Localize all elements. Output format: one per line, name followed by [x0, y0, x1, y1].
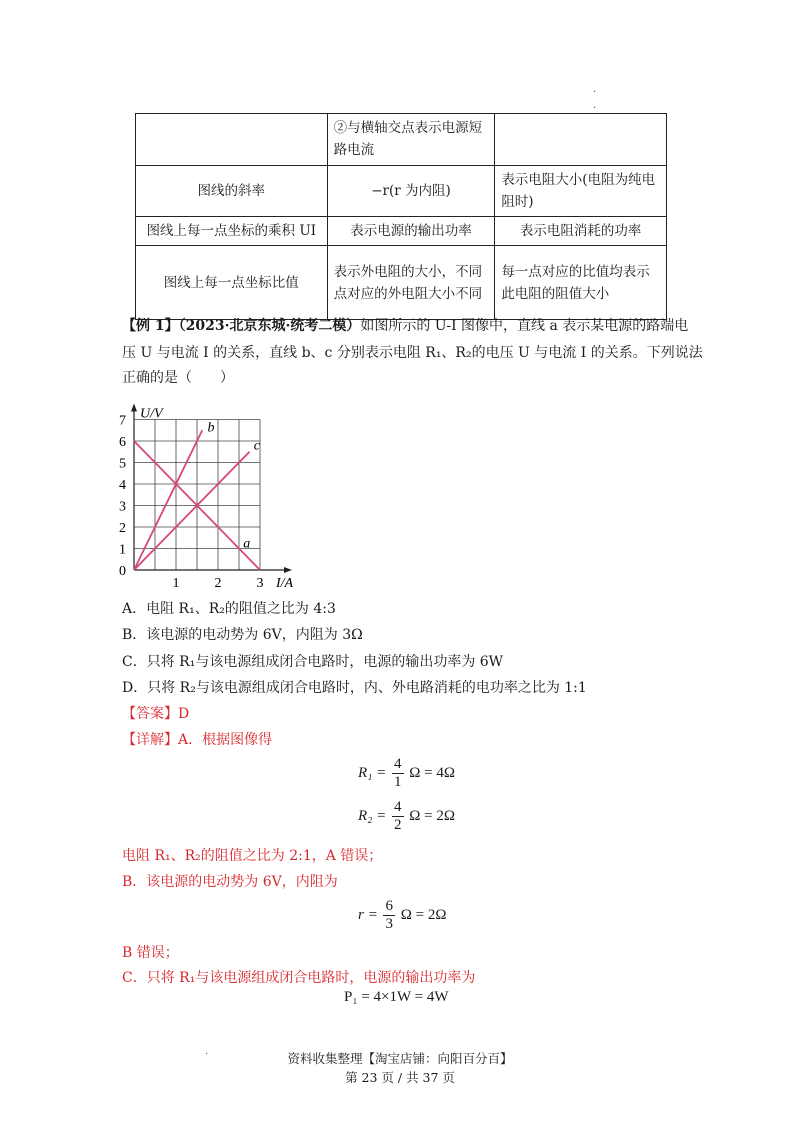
option-b: B．该电源的电动势为 6V，内阻为 3Ω	[122, 627, 363, 643]
y-tick-label: 7	[119, 413, 126, 429]
option-a: A．电阻 R₁、R₂的阻值之比为 4:3	[122, 601, 336, 617]
page-mark-dot: .	[593, 100, 597, 111]
y-tick-label: 6	[119, 435, 126, 450]
y-tick-label: 3	[119, 499, 126, 515]
option-d: D．只将 R₂与该电源组成闭合电路时，内、外电路消耗的电功率之比为 1:1	[122, 680, 587, 696]
fraction-denominator: 3	[385, 916, 393, 932]
example-text: 如图所示的 U-I 图像中，直线 a 表示某电源的路端电	[360, 318, 689, 334]
table-cell: 图线上每一点坐标比值	[136, 246, 328, 320]
fraction-numerator: 6	[385, 898, 393, 914]
y-axis-label: U/V	[140, 406, 163, 422]
table-cell: 表示电阻大小(电阻为纯电阻时)	[495, 165, 667, 217]
y-tick-label: 1	[119, 542, 126, 558]
y-tick-label: 5	[119, 456, 126, 472]
formula-rhs: Ω = 2Ω	[400, 906, 447, 923]
formula-lhs: r =	[358, 906, 378, 923]
series-label-a: a	[243, 536, 251, 552]
answer-value: D	[178, 706, 190, 722]
table-cell: −r(r 为内阻)	[327, 165, 495, 217]
explanation-b-conclusion: B 错误；	[122, 945, 179, 961]
example-label: 【例 1】	[122, 318, 179, 334]
series-line-c	[134, 452, 250, 570]
formula-fraction	[383, 898, 395, 933]
table-row	[136, 217, 667, 246]
x-axis-arrow	[284, 567, 292, 573]
example-line-2: 压 U 与电流 I 的关系，直线 b、c 分别表示电阻 R₁、R₂的电压 U 与电流 I 的关系。下列说法	[122, 345, 703, 361]
explanation-label: 【详解】	[122, 732, 178, 748]
u-i-chart	[110, 390, 320, 590]
formula-lhs: R₂ =	[358, 807, 387, 824]
answer-label: 【答案】	[122, 706, 178, 722]
formula-r1	[358, 756, 455, 791]
page-mark-dot: .	[593, 84, 597, 95]
formula-lhs: R₁ =	[358, 764, 387, 781]
y-tick-label: 2	[119, 521, 126, 536]
table-cell: 表示外电阻的大小，不同点对应的外电阻大小不同	[327, 246, 495, 320]
explanation-a-intro: A．根据图像得	[178, 732, 273, 748]
x-tick-label: 2	[214, 576, 222, 590]
x-tick-label: 3	[256, 576, 264, 590]
formula-fraction	[392, 756, 404, 791]
y-tick-label: 0	[119, 564, 126, 579]
series-label-c: c	[253, 438, 260, 454]
footer-source: 资料收集整理【淘宝店铺：向阳百分百】	[287, 1051, 513, 1066]
formula-r	[358, 898, 446, 933]
answer-line	[122, 703, 189, 723]
example-source: （2023·北京东城·统考二模）	[178, 318, 361, 334]
option-c: C．只将 R₁与该电源组成闭合电路时，电源的输出功率为 6W	[122, 654, 504, 670]
table-cell	[495, 114, 667, 166]
fraction-numerator: 4	[394, 756, 402, 772]
formula-rhs: Ω = 2Ω	[409, 807, 456, 824]
y-tick-label: 4	[119, 478, 126, 493]
x-axis-label: I/A	[276, 576, 294, 590]
table-row	[136, 246, 667, 320]
table-cell: 图线的斜率	[136, 165, 328, 217]
formula-rhs: Ω = 4Ω	[409, 764, 456, 781]
explanation-b-intro: B．该电源的电动势为 6V，内阻为	[122, 874, 338, 890]
x-tick-label: 1	[172, 576, 180, 590]
table-row	[136, 114, 667, 166]
y-axis-arrow	[131, 404, 137, 412]
example-line-3: 正确的是（ ）	[122, 370, 234, 386]
series-label-b: b	[207, 420, 215, 436]
table-cell: 每一点对应的比值均表示此电阻的阻值大小	[495, 246, 667, 320]
table-cell: 图线上每一点坐标的乘积 UI	[136, 217, 328, 246]
fraction-denominator: 1	[394, 774, 402, 790]
footer-page-number: 第 23 页 / 共 37 页	[345, 1070, 455, 1085]
table-cell: ②与横轴交点表示电源短路电流	[327, 114, 495, 166]
explanation-intro	[122, 729, 272, 749]
formula-r2	[358, 799, 455, 834]
page-mark-dot: .	[205, 1046, 209, 1057]
comparison-table	[135, 113, 667, 320]
explanation-c-intro: C．只将 R₁与该电源组成闭合电路时，电源的输出功率为	[122, 970, 476, 986]
explanation-a-conclusion: 电阻 R₁、R₂的阻值之比为 2:1，A 错误；	[122, 848, 383, 864]
table-cell	[136, 114, 328, 166]
formula-p1: P₁ = 4×1W = 4W	[344, 989, 449, 1005]
table-cell: 表示电源的输出功率	[327, 217, 495, 246]
example-line-1	[122, 314, 688, 338]
chart-labels	[119, 407, 294, 591]
fraction-numerator: 4	[394, 799, 402, 815]
fraction-denominator: 2	[394, 817, 402, 833]
table-row	[136, 165, 667, 217]
table-cell: 表示电阻消耗的功率	[495, 217, 667, 246]
formula-fraction	[392, 799, 404, 834]
